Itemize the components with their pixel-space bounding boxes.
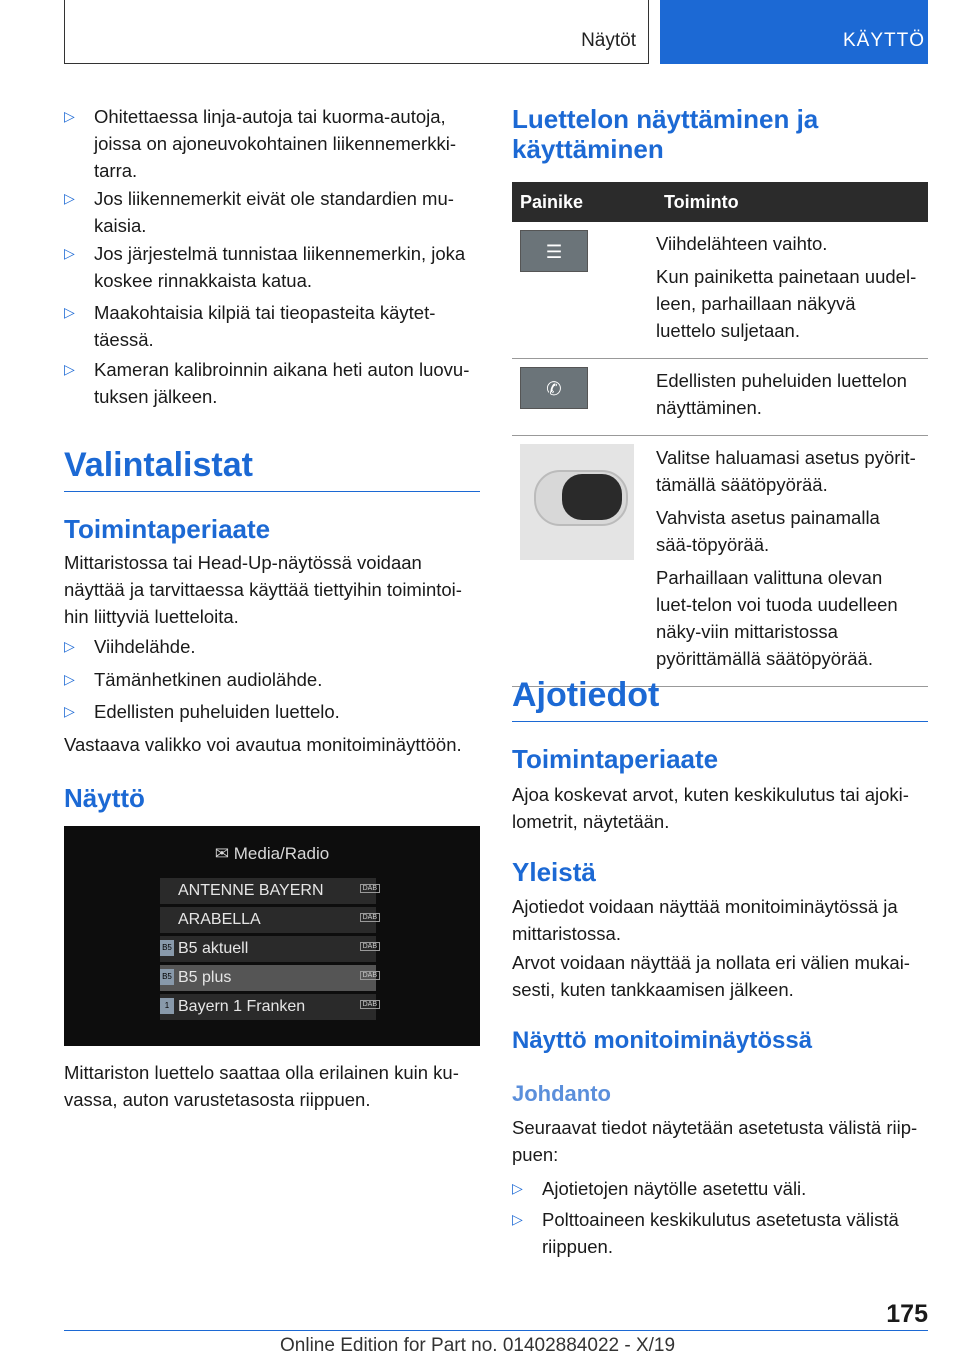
station-logo-icon: B5 bbox=[160, 940, 174, 956]
list-icon: ☰ bbox=[520, 230, 588, 272]
list-item: ARABELLA DAB bbox=[160, 907, 376, 933]
heading-johdanto: Johdanto bbox=[512, 1081, 611, 1106]
bullet-triangle-icon: ▷ bbox=[64, 304, 75, 320]
heading-naytto: Näyttö bbox=[64, 783, 145, 813]
table-row: ☰ Viihdelähteen vaihto. Kun painiketta painetaan uudel-leen, parhaillaan näkyvä luettelo suljetaan. bbox=[512, 222, 928, 359]
list-item: ▷ Viihdelähde. bbox=[64, 633, 480, 660]
header-chapter-box bbox=[660, 0, 928, 64]
station-logo-icon: B5 bbox=[160, 969, 174, 985]
heading-luettelo: Luettelon näyttäminen ja käyttäminen bbox=[512, 104, 819, 164]
table-row: Valitse haluamasi asetus pyörit-tämällä säätöpyörää. Vahvista asetus painamalla sää-töpyörää. Parhaillaan valittuna olevan luet-telon voi tuoda uudelleen näky-viin mittaristossa pyörittämällä säätöpyörää. bbox=[512, 436, 928, 687]
bullet-triangle-icon: ▷ bbox=[64, 671, 75, 687]
list-item: ▷ Ohitettaessa linja-autoja tai kuorma-autoja, joissa on ajoneuvokohtainen liikennemerkki-tarra. bbox=[64, 103, 480, 184]
bullet-triangle-icon: ▷ bbox=[64, 638, 75, 654]
paragraph-yleista-1: Ajotiedot voidaan näyttää monitoiminäytössä ja mittaristossa. bbox=[512, 896, 898, 944]
list-item: ▷ Jos liikennemerkit eivät ole standardien mu-kaisia. bbox=[64, 185, 480, 239]
heading-naytto-monitoimi: Näyttö monitoiminäytössä bbox=[512, 1027, 813, 1054]
list-item: B5 B5 aktuell DAB bbox=[160, 936, 376, 962]
bullet-triangle-icon: ▷ bbox=[512, 1211, 523, 1227]
heading-valintalistat: Valintalistat bbox=[64, 446, 480, 492]
header-section: Näytöt bbox=[581, 30, 636, 51]
table-header-toiminto: Toiminto bbox=[656, 182, 928, 222]
media-radio-screenshot bbox=[64, 826, 480, 1046]
paragraph-johdanto: Seuraavat tiedot näytetään asetetusta välistä riip-puen: bbox=[512, 1117, 918, 1165]
page-number: 175 bbox=[886, 1300, 928, 1328]
bullet-triangle-icon: ▷ bbox=[64, 361, 75, 377]
station-logo-icon: 1 bbox=[160, 998, 174, 1014]
list-item: ▷ Ajotietojen näytölle asetettu väli. bbox=[512, 1175, 928, 1202]
media-radio-title: ✉ Media/Radio bbox=[214, 844, 330, 863]
table-header-painike: Painike bbox=[512, 182, 656, 222]
bullet-triangle-icon: ▷ bbox=[64, 108, 75, 124]
footer-edition: Online Edition for Part no. 01402884022 - X/19 bbox=[280, 1335, 676, 1356]
heading-yleista: Yleistä bbox=[512, 857, 596, 887]
list-item: ▷ Polttoaineen keskikulutus asetetusta välistä riippuen. bbox=[512, 1206, 928, 1260]
list-item: ▷ Kameran kalibroinnin aikana heti auton luovu-tuksen jälkeen. bbox=[64, 356, 480, 410]
bullet-triangle-icon: ▷ bbox=[512, 1180, 523, 1196]
bullet-triangle-icon: ▷ bbox=[64, 703, 75, 719]
heading-toimintaperiaate-2: Toimintaperiaate bbox=[512, 744, 719, 774]
thumbwheel-icon bbox=[520, 444, 634, 560]
paragraph-caption: Mittariston luettelo saattaa olla erilainen kuin ku-vassa, auton varustetasosta riippuen. bbox=[64, 1062, 459, 1110]
bullet-triangle-icon: ▷ bbox=[64, 190, 75, 206]
header-chapter: KÄYTTÖ bbox=[842, 30, 925, 51]
list-item: 1 Bayern 1 Franken DAB bbox=[160, 994, 376, 1020]
list-item: B5 B5 plus DAB bbox=[160, 965, 376, 991]
table-row: ✆ Edellisten puheluiden luettelon näyttäminen. bbox=[512, 359, 928, 436]
paragraph-intro: Mittaristossa tai Head-Up-näytössä voidaan näyttää ja tarvittaessa käyttää tiettyihin toimintoi-hin liittyviä luetteloita. bbox=[64, 552, 462, 627]
paragraph-ajoa: Ajoa koskevat arvot, kuten keskikulutus tai ajoki-lometrit, näytetään. bbox=[512, 784, 909, 832]
header-section-box bbox=[64, 0, 649, 64]
footer-rule bbox=[64, 1330, 928, 1331]
list-item: ▷ Maakohtaisia kilpiä tai tieopasteita käytet-täessä. bbox=[64, 299, 480, 353]
list-item: ▷ Tämänhetkinen audiolähde. bbox=[64, 666, 480, 693]
button-function-table bbox=[512, 182, 928, 687]
bullet-triangle-icon: ▷ bbox=[64, 245, 75, 261]
heading-toimintaperiaate: Toimintaperiaate bbox=[64, 514, 271, 544]
list-item: ANTENNE BAYERN DAB bbox=[160, 878, 376, 904]
list-item: ▷ Edellisten puheluiden luettelo. bbox=[64, 698, 480, 725]
paragraph-vastaava: Vastaava valikko voi avautua monitoiminäyttöön. bbox=[64, 734, 462, 755]
list-item: ▷ Jos järjestelmä tunnistaa liikennemerkin, joka koskee rinnakkaista katua. bbox=[64, 240, 480, 294]
phone-icon: ✆ bbox=[520, 367, 588, 409]
paragraph-yleista-2: Arvot voidaan näyttää ja nollata eri välien mukai-sesti, kuten tankkaamisen jälkeen. bbox=[512, 952, 910, 1000]
heading-ajotiedot: Ajotiedot bbox=[512, 676, 928, 722]
